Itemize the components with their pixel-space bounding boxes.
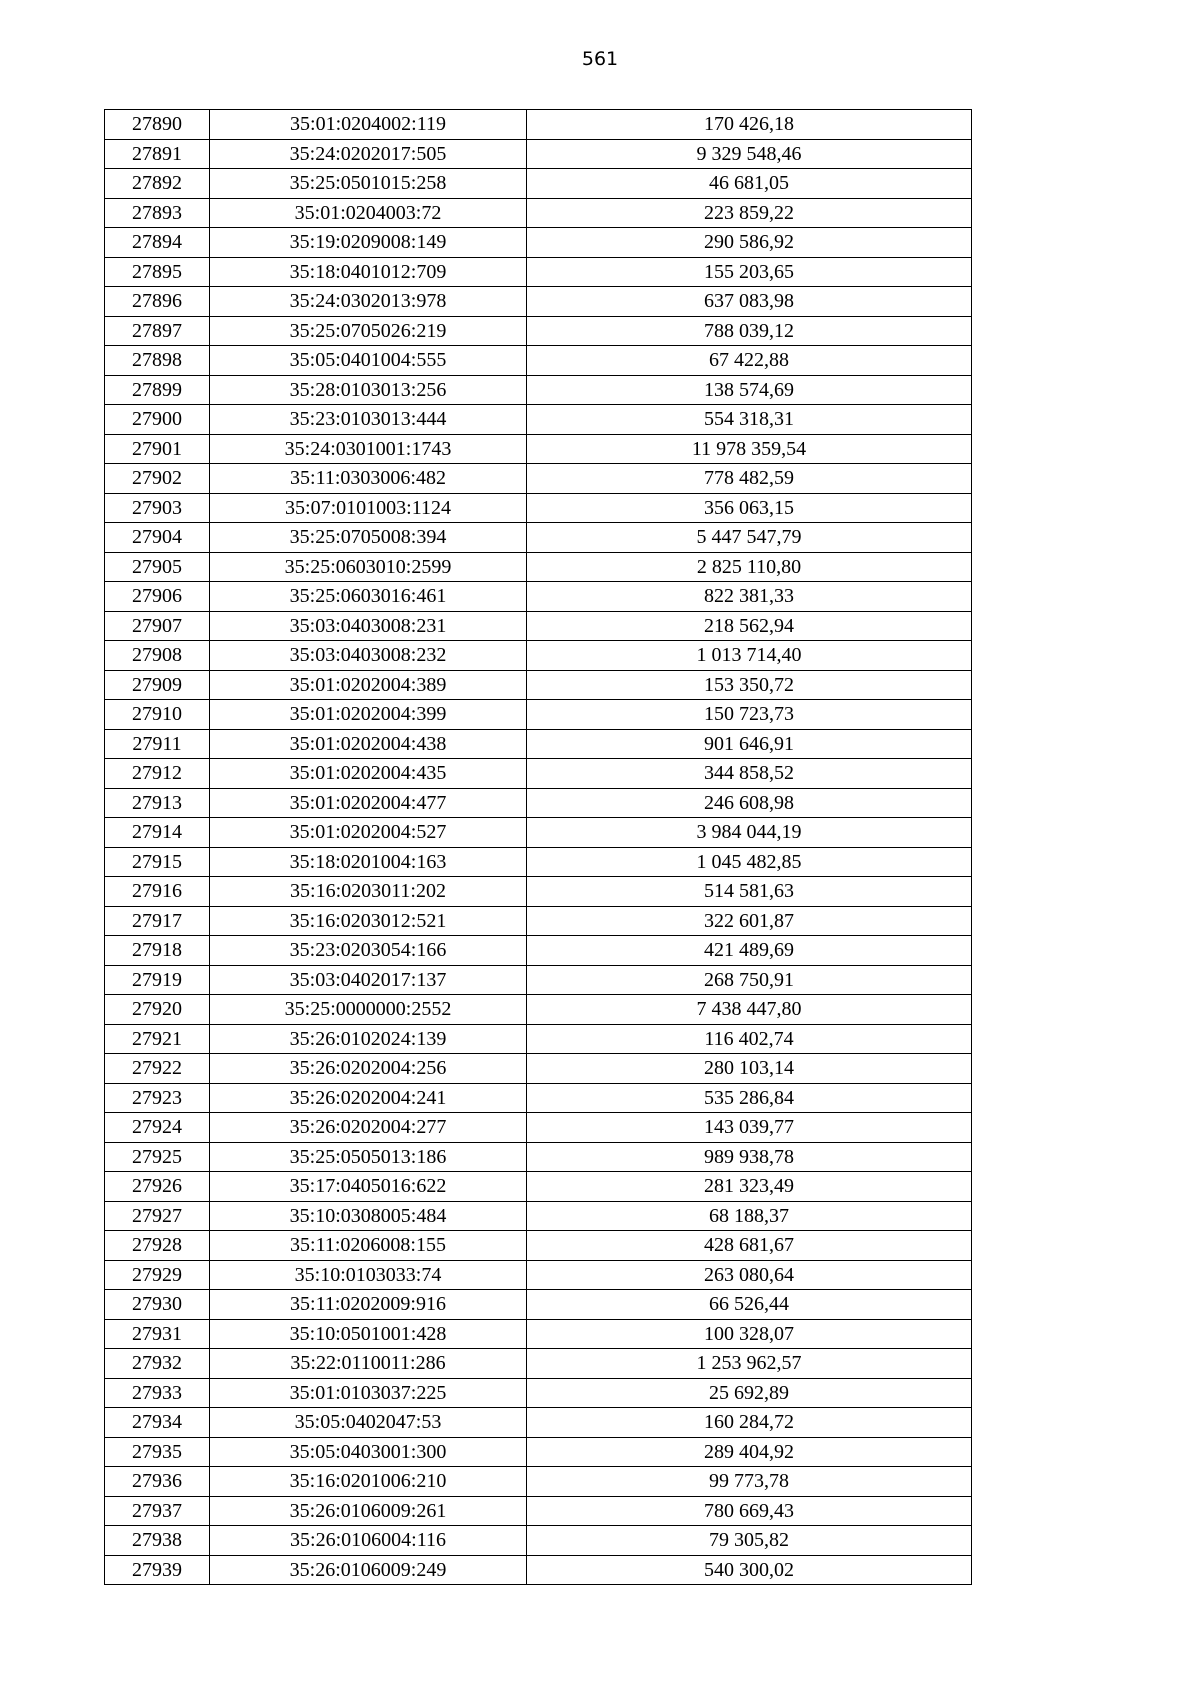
cadastral-number-cell: 35:28:0103013:256: [210, 375, 527, 405]
cadastral-value-cell: 322 601,87: [527, 906, 972, 936]
row-number-cell: 27891: [105, 139, 210, 169]
cadastral-value-cell: 46 681,05: [527, 169, 972, 199]
cadastral-value-cell: 540 300,02: [527, 1555, 972, 1585]
row-number-cell: 27916: [105, 877, 210, 907]
cadastral-number-cell: 35:07:0101003:1124: [210, 493, 527, 523]
table-row: [105, 700, 972, 730]
cadastral-number-cell: 35:01:0202004:389: [210, 670, 527, 700]
cadastral-value-cell: 344 858,52: [527, 759, 972, 789]
cadastral-value-cell: 428 681,67: [527, 1231, 972, 1261]
cadastral-value-cell: 822 381,33: [527, 582, 972, 612]
row-number-cell: 27937: [105, 1496, 210, 1526]
table-row: [105, 877, 972, 907]
cadastral-value-cell: 421 489,69: [527, 936, 972, 966]
row-number-cell: 27909: [105, 670, 210, 700]
cadastral-number-cell: 35:03:0402017:137: [210, 965, 527, 995]
table-row: [105, 552, 972, 582]
cadastral-number-cell: 35:01:0204002:119: [210, 110, 527, 140]
table-row: [105, 759, 972, 789]
table-row: [105, 1172, 972, 1202]
cadastral-number-cell: 35:24:0202017:505: [210, 139, 527, 169]
cadastral-value-cell: 223 859,22: [527, 198, 972, 228]
row-number-cell: 27905: [105, 552, 210, 582]
row-number-cell: 27939: [105, 1555, 210, 1585]
row-number-cell: 27893: [105, 198, 210, 228]
cadastral-number-cell: 35:11:0206008:155: [210, 1231, 527, 1261]
cadastral-value-cell: 150 723,73: [527, 700, 972, 730]
table-row: [105, 523, 972, 553]
table-row: [105, 110, 972, 140]
row-number-cell: 27894: [105, 228, 210, 258]
cadastral-value-cell: 68 188,37: [527, 1201, 972, 1231]
table-row: [105, 788, 972, 818]
cadastral-value-cell: 280 103,14: [527, 1054, 972, 1084]
table-row: [105, 611, 972, 641]
table-row: [105, 1408, 972, 1438]
cadastral-value-cell: 289 404,92: [527, 1437, 972, 1467]
row-number-cell: 27892: [105, 169, 210, 199]
cadastral-number-cell: 35:03:0403008:232: [210, 641, 527, 671]
cadastral-value-cell: 79 305,82: [527, 1526, 972, 1556]
cadastral-number-cell: 35:01:0202004:477: [210, 788, 527, 818]
table-row: [105, 1526, 972, 1556]
row-number-cell: 27918: [105, 936, 210, 966]
table-row: [105, 936, 972, 966]
table-row: [105, 198, 972, 228]
row-number-cell: 27928: [105, 1231, 210, 1261]
cadastral-value-cell: 263 080,64: [527, 1260, 972, 1290]
row-number-cell: 27922: [105, 1054, 210, 1084]
cadastral-value-cell: 170 426,18: [527, 110, 972, 140]
cadastral-number-cell: 35:19:0209008:149: [210, 228, 527, 258]
table-row: [105, 464, 972, 494]
cadastral-number-cell: 35:17:0405016:622: [210, 1172, 527, 1202]
cadastral-value-cell: 1 045 482,85: [527, 847, 972, 877]
row-number-cell: 27890: [105, 110, 210, 140]
cadastral-number-cell: 35:01:0103037:225: [210, 1378, 527, 1408]
row-number-cell: 27924: [105, 1113, 210, 1143]
table-row: [105, 1083, 972, 1113]
cadastral-value-cell: 218 562,94: [527, 611, 972, 641]
table-body: [105, 110, 972, 1585]
cadastral-value-cell: 116 402,74: [527, 1024, 972, 1054]
cadastral-number-cell: 35:26:0202004:241: [210, 1083, 527, 1113]
cadastral-value-cell: 901 646,91: [527, 729, 972, 759]
row-number-cell: 27907: [105, 611, 210, 641]
cadastral-value-cell: 780 669,43: [527, 1496, 972, 1526]
row-number-cell: 27920: [105, 995, 210, 1025]
cadastral-value-cell: 9 329 548,46: [527, 139, 972, 169]
row-number-cell: 27895: [105, 257, 210, 287]
table-row: [105, 1555, 972, 1585]
cadastral-value-cell: 535 286,84: [527, 1083, 972, 1113]
cadastral-value-cell: 788 039,12: [527, 316, 972, 346]
cadastral-number-cell: 35:01:0202004:527: [210, 818, 527, 848]
cadastral-value-cell: 138 574,69: [527, 375, 972, 405]
cadastral-number-cell: 35:25:0505013:186: [210, 1142, 527, 1172]
table-row: [105, 375, 972, 405]
cadastral-value-cell: 153 350,72: [527, 670, 972, 700]
row-number-cell: 27926: [105, 1172, 210, 1202]
row-number-cell: 27935: [105, 1437, 210, 1467]
cadastral-number-cell: 35:26:0106009:249: [210, 1555, 527, 1585]
row-number-cell: 27911: [105, 729, 210, 759]
row-number-cell: 27927: [105, 1201, 210, 1231]
table-row: [105, 1142, 972, 1172]
row-number-cell: 27930: [105, 1290, 210, 1320]
row-number-cell: 27903: [105, 493, 210, 523]
cadastral-value-cell: 268 750,91: [527, 965, 972, 995]
table-row: [105, 228, 972, 258]
row-number-cell: 27901: [105, 434, 210, 464]
cadastral-number-cell: 35:25:0603010:2599: [210, 552, 527, 582]
cadastral-number-cell: 35:11:0202009:916: [210, 1290, 527, 1320]
cadastral-value-cell: 160 284,72: [527, 1408, 972, 1438]
cadastral-number-cell: 35:03:0403008:231: [210, 611, 527, 641]
table-row: [105, 641, 972, 671]
cadastral-number-cell: 35:25:0705026:219: [210, 316, 527, 346]
table-row: [105, 995, 972, 1025]
row-number-cell: 27900: [105, 405, 210, 435]
row-number-cell: 27921: [105, 1024, 210, 1054]
cadastral-value-cell: 100 328,07: [527, 1319, 972, 1349]
row-number-cell: 27934: [105, 1408, 210, 1438]
table-row: [105, 1496, 972, 1526]
cadastral-value-cell: 281 323,49: [527, 1172, 972, 1202]
row-number-cell: 27917: [105, 906, 210, 936]
cadastral-value-cell: 2 825 110,80: [527, 552, 972, 582]
row-number-cell: 27933: [105, 1378, 210, 1408]
cadastral-number-cell: 35:11:0303006:482: [210, 464, 527, 494]
table-row: [105, 257, 972, 287]
cadastral-number-cell: 35:26:0106004:116: [210, 1526, 527, 1556]
cadastral-number-cell: 35:26:0202004:277: [210, 1113, 527, 1143]
table-row: [105, 1231, 972, 1261]
cadastral-number-cell: 35:16:0203012:521: [210, 906, 527, 936]
table-row: [105, 818, 972, 848]
table-row: [105, 493, 972, 523]
cadastral-value-cell: 66 526,44: [527, 1290, 972, 1320]
cadastral-value-cell: 155 203,65: [527, 257, 972, 287]
cadastral-number-cell: 35:25:0603016:461: [210, 582, 527, 612]
cadastral-value-table: [104, 109, 972, 1585]
cadastral-number-cell: 35:23:0103013:444: [210, 405, 527, 435]
cadastral-value-cell: 67 422,88: [527, 346, 972, 376]
row-number-cell: 27912: [105, 759, 210, 789]
cadastral-number-cell: 35:26:0102024:139: [210, 1024, 527, 1054]
cadastral-value-cell: 143 039,77: [527, 1113, 972, 1143]
row-number-cell: 27925: [105, 1142, 210, 1172]
table-row: [105, 1378, 972, 1408]
cadastral-number-cell: 35:05:0403001:300: [210, 1437, 527, 1467]
table-row: [105, 1467, 972, 1497]
table-row: [105, 906, 972, 936]
cadastral-number-cell: 35:01:0202004:399: [210, 700, 527, 730]
table-row: [105, 287, 972, 317]
cadastral-number-cell: 35:10:0103033:74: [210, 1260, 527, 1290]
cadastral-number-cell: 35:16:0201006:210: [210, 1467, 527, 1497]
cadastral-value-cell: 1 253 962,57: [527, 1349, 972, 1379]
cadastral-number-cell: 35:10:0308005:484: [210, 1201, 527, 1231]
cadastral-value-cell: 637 083,98: [527, 287, 972, 317]
row-number-cell: 27897: [105, 316, 210, 346]
row-number-cell: 27910: [105, 700, 210, 730]
row-number-cell: 27915: [105, 847, 210, 877]
cadastral-number-cell: 35:05:0401004:555: [210, 346, 527, 376]
row-number-cell: 27932: [105, 1349, 210, 1379]
cadastral-value-cell: 1 013 714,40: [527, 641, 972, 671]
cadastral-number-cell: 35:26:0106009:261: [210, 1496, 527, 1526]
row-number-cell: 27898: [105, 346, 210, 376]
cadastral-value-cell: 99 773,78: [527, 1467, 972, 1497]
row-number-cell: 27896: [105, 287, 210, 317]
table-row: [105, 729, 972, 759]
cadastral-value-cell: 5 447 547,79: [527, 523, 972, 553]
table-row: [105, 1024, 972, 1054]
row-number-cell: 27913: [105, 788, 210, 818]
table-row: [105, 1260, 972, 1290]
table-row: [105, 1437, 972, 1467]
row-number-cell: 27931: [105, 1319, 210, 1349]
row-number-cell: 27938: [105, 1526, 210, 1556]
row-number-cell: 27908: [105, 641, 210, 671]
table-row: [105, 847, 972, 877]
cadastral-value-cell: 356 063,15: [527, 493, 972, 523]
cadastral-number-cell: 35:24:0302013:978: [210, 287, 527, 317]
table-row: [105, 582, 972, 612]
cadastral-number-cell: 35:10:0501001:428: [210, 1319, 527, 1349]
cadastral-number-cell: 35:01:0202004:438: [210, 729, 527, 759]
table-row: [105, 139, 972, 169]
table-row: [105, 346, 972, 376]
table-row: [105, 1349, 972, 1379]
cadastral-number-cell: 35:25:0000000:2552: [210, 995, 527, 1025]
cadastral-number-cell: 35:01:0202004:435: [210, 759, 527, 789]
cadastral-number-cell: 35:26:0202004:256: [210, 1054, 527, 1084]
row-number-cell: 27899: [105, 375, 210, 405]
table-row: [105, 1319, 972, 1349]
row-number-cell: 27929: [105, 1260, 210, 1290]
cadastral-number-cell: 35:25:0705008:394: [210, 523, 527, 553]
table-row: [105, 405, 972, 435]
table-row: [105, 1054, 972, 1084]
row-number-cell: 27902: [105, 464, 210, 494]
table-row: [105, 1290, 972, 1320]
table-row: [105, 670, 972, 700]
table-row: [105, 965, 972, 995]
table-row: [105, 169, 972, 199]
cadastral-value-cell: 7 438 447,80: [527, 995, 972, 1025]
cadastral-value-cell: 989 938,78: [527, 1142, 972, 1172]
cadastral-value-cell: 246 608,98: [527, 788, 972, 818]
cadastral-value-cell: 778 482,59: [527, 464, 972, 494]
cadastral-number-cell: 35:01:0204003:72: [210, 198, 527, 228]
table-row: [105, 316, 972, 346]
cadastral-value-cell: 11 978 359,54: [527, 434, 972, 464]
cadastral-number-cell: 35:24:0301001:1743: [210, 434, 527, 464]
row-number-cell: 27919: [105, 965, 210, 995]
cadastral-number-cell: 35:23:0203054:166: [210, 936, 527, 966]
cadastral-number-cell: 35:16:0203011:202: [210, 877, 527, 907]
row-number-cell: 27914: [105, 818, 210, 848]
row-number-cell: 27936: [105, 1467, 210, 1497]
cadastral-value-cell: 514 581,63: [527, 877, 972, 907]
cadastral-number-cell: 35:25:0501015:258: [210, 169, 527, 199]
row-number-cell: 27906: [105, 582, 210, 612]
cadastral-value-cell: 554 318,31: [527, 405, 972, 435]
row-number-cell: 27923: [105, 1083, 210, 1113]
cadastral-number-cell: 35:05:0402047:53: [210, 1408, 527, 1438]
cadastral-number-cell: 35:18:0401012:709: [210, 257, 527, 287]
cadastral-value-cell: 290 586,92: [527, 228, 972, 258]
cadastral-value-cell: 3 984 044,19: [527, 818, 972, 848]
cadastral-value-cell: 25 692,89: [527, 1378, 972, 1408]
cadastral-number-cell: 35:18:0201004:163: [210, 847, 527, 877]
table-row: [105, 1201, 972, 1231]
row-number-cell: 27904: [105, 523, 210, 553]
page-number: 561: [581, 48, 619, 70]
table-row: [105, 1113, 972, 1143]
table-row: [105, 434, 972, 464]
cadastral-number-cell: 35:22:0110011:286: [210, 1349, 527, 1379]
